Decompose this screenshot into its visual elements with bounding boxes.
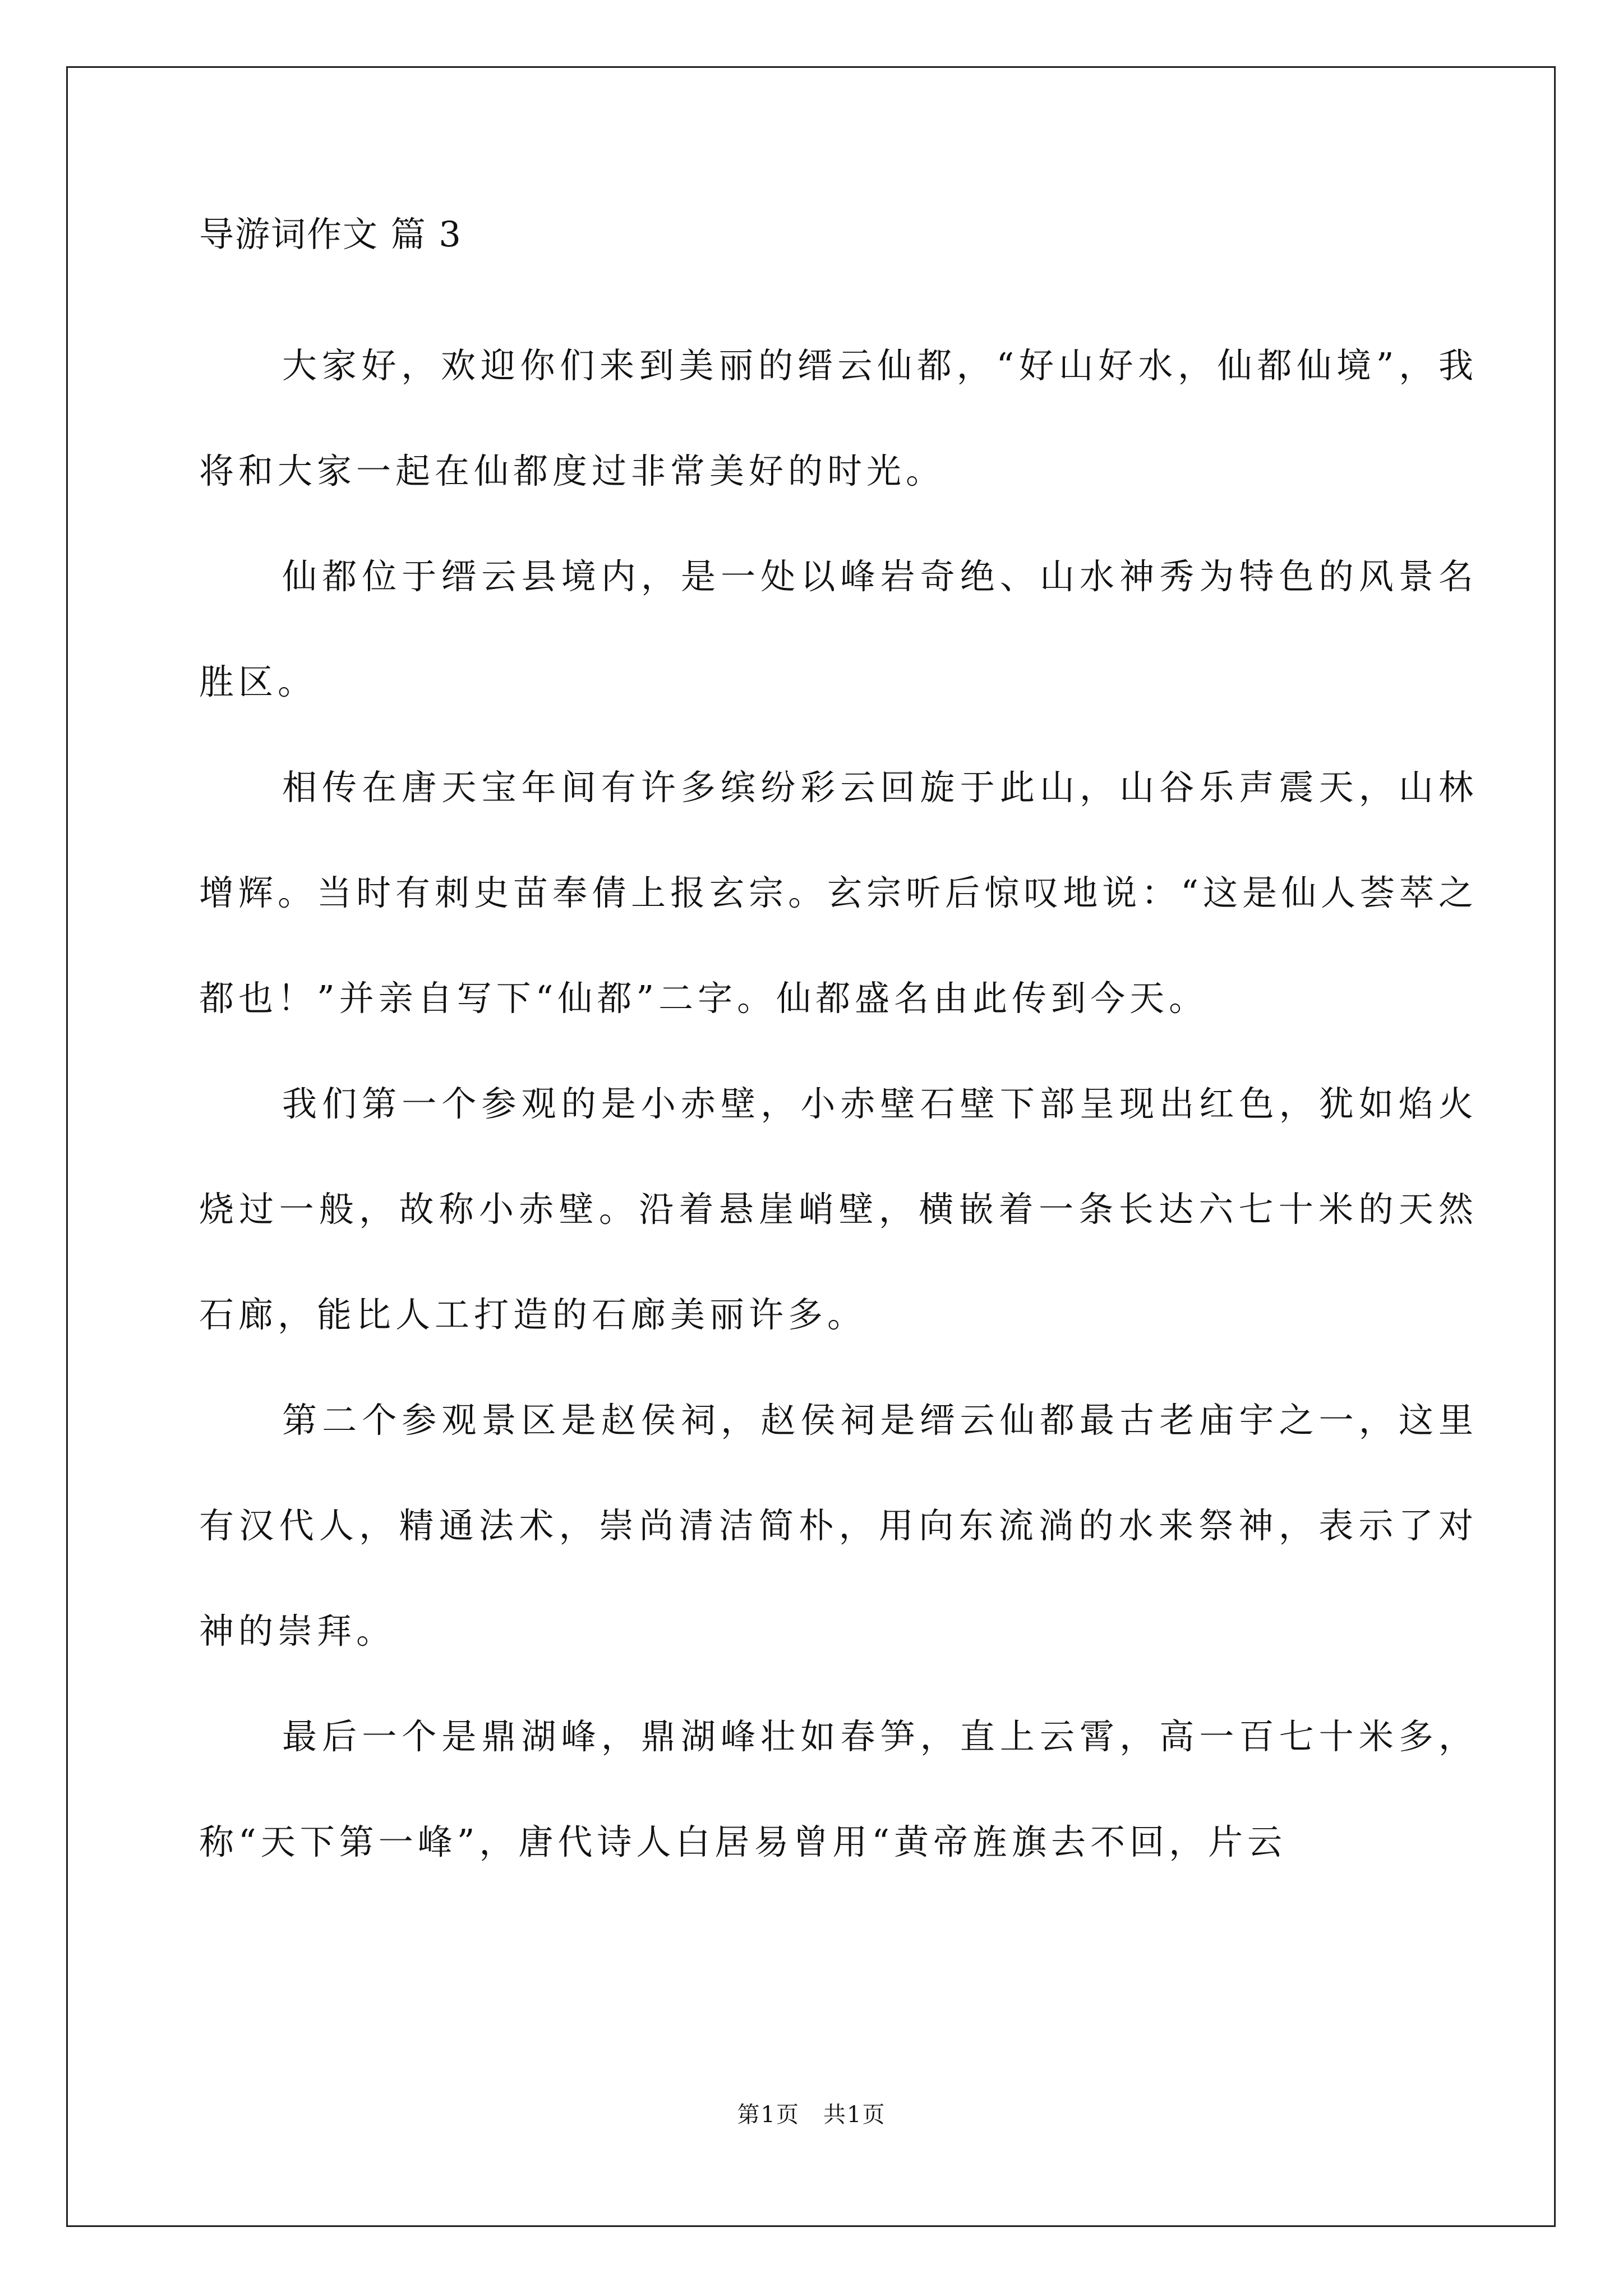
page-number-footer: 第1页 共1页 xyxy=(737,2102,886,2128)
paragraph-2: 仙都位于缙云县境内，是一处以峰岩奇绝、山水神秀为特色的风景名胜区。 xyxy=(199,556,1478,702)
document-body xyxy=(199,208,1478,1895)
paragraph-1: 大家好，欢迎你们来到美丽的缙云仙都，“好山好水，仙都仙境”，我将和大家一起在仙都度过非常美好的时光。 xyxy=(199,345,1478,491)
paragraph-5: 第二个参观景区是赵侯祠，赵侯祠是缙云仙都最古老庙宇之一，这里有汉代人，精通法术，崇尚清洁简朴，用向东流淌的水来祭神，表示了对神的崇拜。 xyxy=(199,1400,1478,1651)
document-title: 导游词作文 篇 3 xyxy=(199,214,462,255)
paragraph-6: 最后一个是鼎湖峰，鼎湖峰壮如春笋，直上云霄，高一百七十米多，称“天下第一峰”，唐代诗人白居易曾用“黄帝旌旗去不回，片云 xyxy=(199,1716,1478,1862)
paragraph-4: 我们第一个参观的是小赤壁，小赤壁石壁下部呈现出红色，犹如焰火烧过一般，故称小赤壁。沿着悬崖峭壁，横嵌着一条长达六七十米的天然石廊，能比人工打造的石廊美丽许多。 xyxy=(199,1083,1478,1335)
paragraph-3: 相传在唐天宝年间有许多缤纷彩云回旋于此山，山谷乐声震天，山林增辉。当时有刺史苗奉倩上报玄宗。玄宗听后惊叹地说：“这是仙人荟萃之都也！”并亲自写下“仙都”二字。仙都盛名由此传到今天。 xyxy=(199,767,1478,1019)
